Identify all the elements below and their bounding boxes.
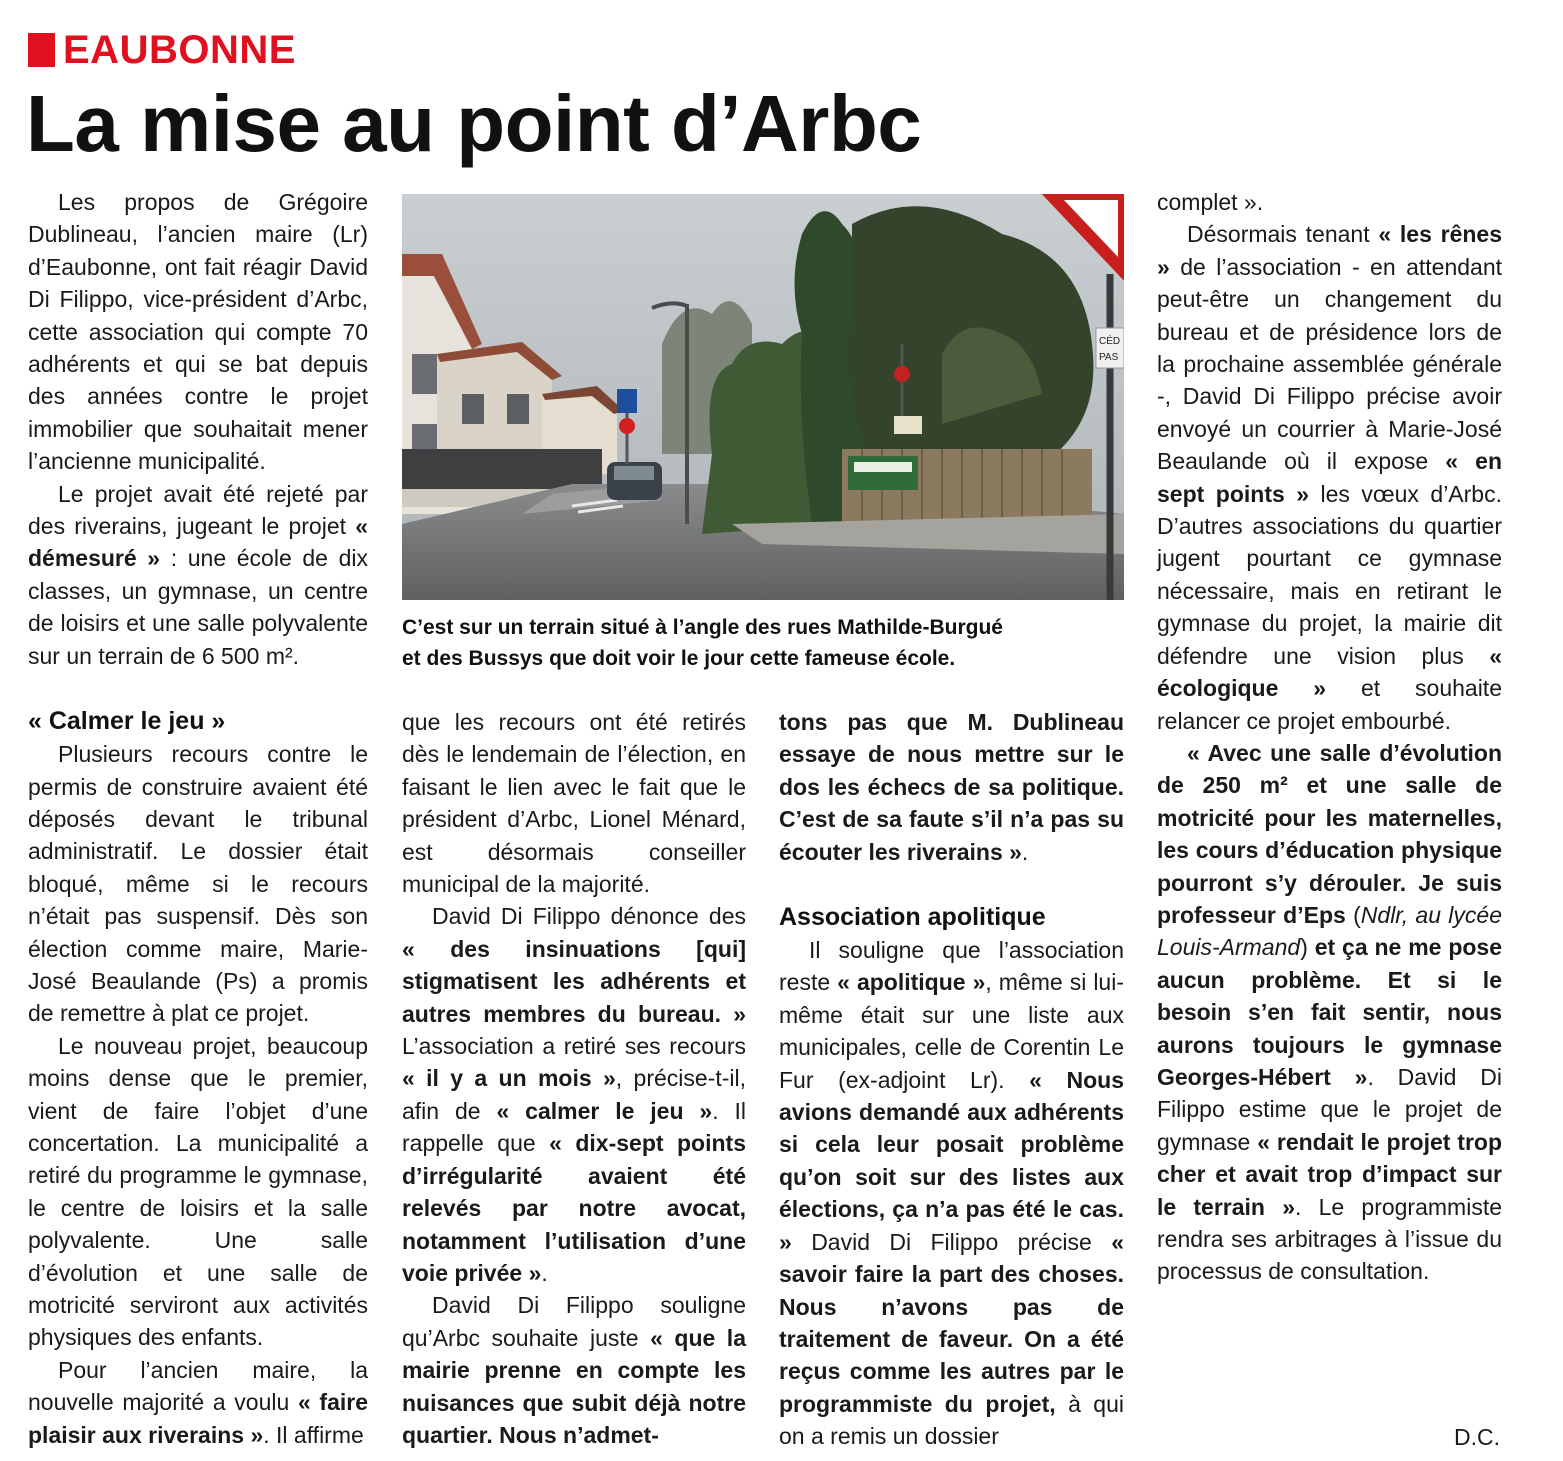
quote: tons pas que M. Dublineau essaye de nous mettre sur le dos les échecs de sa politique. C’est de sa faute s’il n’a pas su écouter les riverains » (779, 709, 1124, 865)
editor-note: Ndlr, au lycée Louis-Armand (1157, 901, 1502, 961)
quote: « Nous avions demandé aux adhérents si cela leur posait problème qu’on soit sur des listes aux élections, ça n’a pas été le cas. » (779, 1066, 1124, 1255)
quote: « les rênes » (1157, 221, 1502, 280)
quote: « il y a un mois » (402, 1065, 616, 1092)
paragraph (402, 1289, 746, 1451)
street-corner-illustration (402, 194, 1124, 600)
paragraph: Plusieurs recours contre le permis de construire avaient été déposés devant le tribunal administratif. Le dossier était bloqué, même si le recours n’était pas suspensif. Dès son élection comme maire, Marie-José Beaulande (Ps) a promis de remettre à plat ce projet. (28, 741, 368, 1027)
text-run: Désormais tenant (1187, 221, 1379, 248)
subheading: « Calmer le jeu » (28, 707, 226, 736)
text-run: à qui on a remis un dossier (779, 1390, 1124, 1450)
sign-text: CÉD (1099, 336, 1121, 347)
text-run: . Il affirme (263, 1421, 364, 1448)
quote: « en sept points » (1157, 448, 1502, 507)
quote: « écologique » (1157, 642, 1502, 702)
text-run: ( (1353, 901, 1361, 928)
paragraph (1157, 218, 1502, 737)
text-run: . (541, 1259, 548, 1286)
paragraph (402, 900, 746, 1289)
text-run: , même si lui-même était sur une liste aux municipales, celle de Corentin Le Fur (ex-adjoint Lr). (779, 969, 1124, 1093)
column-4 (1157, 186, 1502, 1288)
text-run: . Il rappelle que (402, 1097, 747, 1157)
text-run: les vœux d’Arbc. D’autres associations du quartier jugent pourtant ce gymnase nécessaire, mais en retirant le gymnase du projet, la mairie dit défendre une vision plus (1157, 480, 1502, 669)
subheading: Association apolitique (779, 903, 1046, 932)
quote: « démesuré » (28, 513, 368, 572)
text-run: . (1021, 838, 1029, 865)
street-photo (402, 194, 1124, 600)
caption-line: et des Bussys que doit voir le jour cette fameuse école. (402, 647, 956, 670)
quote: « Avec une salle d’évolution de 250 m² et une salle de motricité pour les maternelles, les cours d’éducation physique pourront s’y dérouler. Je suis professeur d’Eps (1157, 739, 1502, 928)
author-signature: D.C. (1454, 1424, 1500, 1450)
quote: et ça ne me pose aucun problème. Et si le besoin s’en fait sentir, nous aurons toujours le gymnase Georges-Hébert » (1157, 934, 1502, 1090)
column-1 (28, 186, 368, 1451)
paragraph (1157, 737, 1502, 1288)
column-3 (779, 706, 1124, 1453)
paragraph: complet ». (1157, 189, 1264, 215)
section-kicker (28, 30, 296, 70)
quote: « rendait le projet trop cher et avait trop d’impact sur le terrain » (1157, 1128, 1502, 1220)
photo-caption (402, 612, 1124, 674)
red-square-icon (28, 33, 55, 67)
text-run: de l’association - en attendant peut-être un changement du bureau et de présidence lors de la prochaine assemblée générale -, David Di Filippo précise avoir envoyé un courrier à Marie-José Beaulande où il expose (1157, 253, 1502, 475)
text-run: , précise-t-il, afin de (402, 1065, 746, 1124)
paragraph (779, 706, 1124, 868)
text-run: : une école de dix classes, un gymnase, un centre de loisirs et une salle polyvalente sur un terrain de 6 500 m². (28, 545, 368, 669)
text-run: Il souligne que l’association reste (779, 937, 1124, 996)
quote: « faire plaisir aux riverains » (28, 1389, 368, 1448)
paragraph (28, 478, 368, 672)
quote: « calmer le jeu » (496, 1097, 713, 1124)
paragraph: Le nouveau projet, beaucoup moins dense que le premier, vient de faire l’objet d’une concertation. La municipalité a retiré du programme le gymnase, le centre de loisirs et la salle polyvalente. Une salle d’évolution et une salle de motricité serviront aux activités physiques des enfants. (28, 1032, 368, 1351)
text-run: Pour l’ancien maire, la nouvelle majorité a voulu (28, 1356, 368, 1416)
text-run: David Di Filippo souligne qu’Arbc souhaite juste (402, 1292, 746, 1351)
quote: « savoir faire la part des choses. Nous n’avons pas de traitement de faveur. On a été reçus comme les autres par le programmiste du projet, (779, 1228, 1124, 1417)
paragraph (28, 1354, 368, 1451)
caption-line: C’est sur un terrain situé à l’angle des rues Mathilde-Burgué (402, 616, 1003, 639)
quote: « que la mairie prenne en compte les nuisances que subit déjà notre quartier. Nous n’admet- (402, 1324, 746, 1448)
sign-text: PAS (1099, 352, 1119, 363)
text-run: David Di Filippo précise (791, 1228, 1112, 1255)
text-run: David Di Filippo dénonce des (432, 903, 746, 930)
text-run: . David Di Filippo estime que le projet de gymnase (1157, 1063, 1502, 1155)
text-run: Le projet avait été rejeté par des riverains, jugeant le projet (28, 480, 368, 540)
quote: « dix-sept points d’irrégularité avaient été relevés par notre avocat, notamment l’utilisation d’une voie privée » (402, 1130, 746, 1286)
paragraph: que les recours ont été retirés dès le lendemain de l’élection, en faisant le lien avec le fait que le président d’Arbc, Lionel Ménard, est désormais conseiller municipal de la majorité. (402, 709, 746, 898)
headline: La mise au point d’Arbc (26, 79, 922, 168)
text-run: L’association a retiré ses recours (402, 1033, 746, 1060)
paragraph: Les propos de Grégoire Dublineau, l’ancien maire (Lr) d’Eaubonne, ont fait réagir David Di Filippo, vice-président d’Arbc, cette association qui compte 70 adhérents et qui se bat depuis des années contre le projet immobilier que souhaitait mener l’ancienne municipalité. (28, 189, 368, 475)
paragraph (779, 934, 1124, 1453)
quote: « apolitique » (837, 969, 986, 996)
column-2 (402, 706, 746, 1451)
section-label: EAUBONNE (63, 28, 296, 72)
text-run: . Le programmiste rendra ses arbitrages à l’issue du processus de consultation. (1157, 1193, 1502, 1285)
quote: « des insinuations [qui] stigmatisent les adhérents et autres membres du bureau. » (402, 935, 746, 1027)
text-run: ) (1300, 934, 1308, 961)
text-run: et souhaite relancer ce projet embourbé. (1157, 675, 1502, 734)
